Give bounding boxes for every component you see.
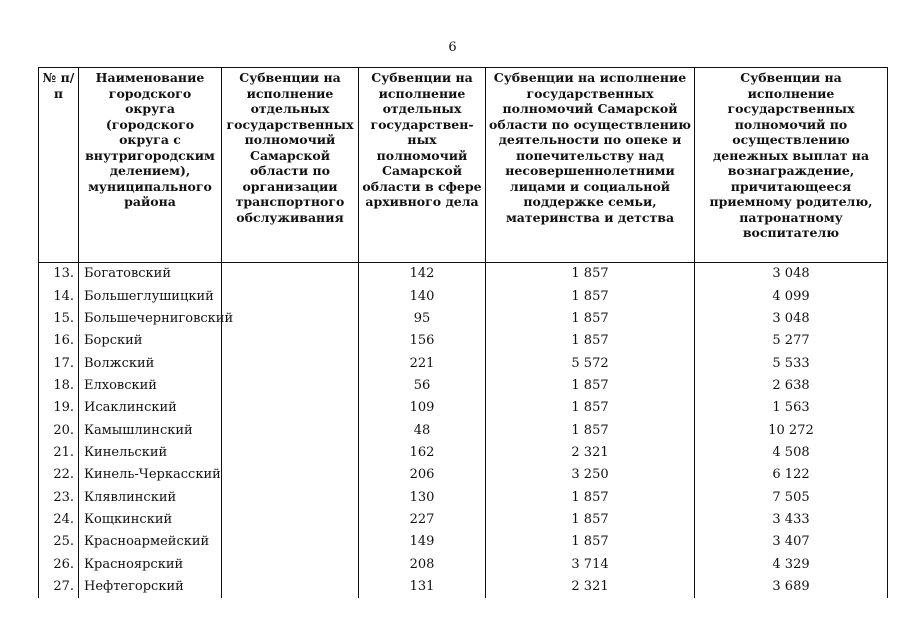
table-row bbox=[39, 308, 888, 330]
table-row bbox=[39, 486, 888, 508]
transport-value bbox=[222, 285, 359, 307]
guardianship-value: 5 572 bbox=[486, 352, 695, 374]
municipality-name: Кинельский bbox=[79, 442, 222, 464]
row-number: 19. bbox=[39, 397, 79, 419]
archive-value: 221 bbox=[359, 352, 486, 374]
transport-value bbox=[222, 509, 359, 531]
guardianship-value: 2 321 bbox=[486, 576, 695, 598]
transport-value bbox=[222, 442, 359, 464]
header-guardianship-subvention: Субвенции на исполнение государственных полномочий Самарской области по осуществлению деятельности по опеке и попечительству над несовершеннолетними лицами и социальной поддержке семьи, материнства и детства bbox=[486, 68, 695, 263]
table-row bbox=[39, 553, 888, 575]
table-row bbox=[39, 509, 888, 531]
guardianship-value: 1 857 bbox=[486, 330, 695, 352]
guardianship-value: 1 857 bbox=[486, 375, 695, 397]
row-number: 13. bbox=[39, 263, 79, 286]
header-number: № п/п bbox=[39, 68, 79, 263]
foster-payments-value: 5 533 bbox=[695, 352, 888, 374]
row-number: 20. bbox=[39, 419, 79, 441]
archive-value: 149 bbox=[359, 531, 486, 553]
foster-payments-value: 3 048 bbox=[695, 308, 888, 330]
archive-value: 56 bbox=[359, 375, 486, 397]
header-municipality-name: Наименование городского округа (городского округа с внутригородским делением), муниципального района bbox=[79, 68, 222, 263]
foster-payments-value: 2 638 bbox=[695, 375, 888, 397]
header-foster-payments-subvention: Субвенции на исполнение государственных полномочий по осуществлению денежных выплат на вознаграждение, причитающееся приемному родителю, патронатному воспитателю bbox=[695, 68, 888, 263]
transport-value bbox=[222, 330, 359, 352]
guardianship-value: 1 857 bbox=[486, 397, 695, 419]
table-row bbox=[39, 576, 888, 598]
row-number: 24. bbox=[39, 509, 79, 531]
transport-value bbox=[222, 553, 359, 575]
archive-value: 48 bbox=[359, 419, 486, 441]
transport-value bbox=[222, 419, 359, 441]
table-body bbox=[39, 263, 888, 599]
row-number: 17. bbox=[39, 352, 79, 374]
foster-payments-value: 4 329 bbox=[695, 553, 888, 575]
guardianship-value: 3 714 bbox=[486, 553, 695, 575]
table-row bbox=[39, 263, 888, 286]
page-number: 6 bbox=[448, 40, 457, 55]
transport-value bbox=[222, 486, 359, 508]
municipality-name: Большеглушицкий bbox=[79, 285, 222, 307]
transport-value bbox=[222, 308, 359, 330]
archive-value: 142 bbox=[359, 263, 486, 286]
municipality-name: Красноармейский bbox=[79, 531, 222, 553]
table-row bbox=[39, 375, 888, 397]
row-number: 15. bbox=[39, 308, 79, 330]
table-row bbox=[39, 330, 888, 352]
foster-payments-value: 3 689 bbox=[695, 576, 888, 598]
guardianship-value: 1 857 bbox=[486, 509, 695, 531]
archive-value: 156 bbox=[359, 330, 486, 352]
foster-payments-value: 5 277 bbox=[695, 330, 888, 352]
table-row bbox=[39, 464, 888, 486]
transport-value bbox=[222, 352, 359, 374]
row-number: 18. bbox=[39, 375, 79, 397]
guardianship-value: 1 857 bbox=[486, 308, 695, 330]
municipality-name: Кощкинский bbox=[79, 509, 222, 531]
municipality-name: Клявлинский bbox=[79, 486, 222, 508]
guardianship-value: 3 250 bbox=[486, 464, 695, 486]
guardianship-value: 1 857 bbox=[486, 486, 695, 508]
archive-value: 227 bbox=[359, 509, 486, 531]
row-number: 27. bbox=[39, 576, 79, 598]
municipality-name: Красноярский bbox=[79, 553, 222, 575]
header-archive-subvention: Субвенции на исполнение отдельных государствен-ных полномочий Самарской области в сфере архивного дела bbox=[359, 68, 486, 263]
row-number: 23. bbox=[39, 486, 79, 508]
foster-payments-value: 6 122 bbox=[695, 464, 888, 486]
archive-value: 109 bbox=[359, 397, 486, 419]
table-row bbox=[39, 397, 888, 419]
table-row bbox=[39, 352, 888, 374]
foster-payments-value: 3 048 bbox=[695, 263, 888, 286]
row-number: 22. bbox=[39, 464, 79, 486]
municipality-name: Богатовский bbox=[79, 263, 222, 286]
archive-value: 130 bbox=[359, 486, 486, 508]
municipality-name: Большечерниговский bbox=[79, 308, 222, 330]
table-row bbox=[39, 419, 888, 441]
transport-value bbox=[222, 397, 359, 419]
guardianship-value: 2 321 bbox=[486, 442, 695, 464]
archive-value: 140 bbox=[359, 285, 486, 307]
archive-value: 131 bbox=[359, 576, 486, 598]
foster-payments-value: 4 508 bbox=[695, 442, 888, 464]
municipality-name: Волжский bbox=[79, 352, 222, 374]
transport-value bbox=[222, 576, 359, 598]
guardianship-value: 1 857 bbox=[486, 531, 695, 553]
foster-payments-value: 3 433 bbox=[695, 509, 888, 531]
transport-value bbox=[222, 263, 359, 286]
table-row bbox=[39, 531, 888, 553]
table-row bbox=[39, 285, 888, 307]
municipality-name: Исаклинский bbox=[79, 397, 222, 419]
municipality-name: Нефтегорский bbox=[79, 576, 222, 598]
table-row bbox=[39, 442, 888, 464]
municipality-name: Борский bbox=[79, 330, 222, 352]
foster-payments-value: 7 505 bbox=[695, 486, 888, 508]
guardianship-value: 1 857 bbox=[486, 263, 695, 286]
guardianship-value: 1 857 bbox=[486, 419, 695, 441]
row-number: 21. bbox=[39, 442, 79, 464]
header-row bbox=[39, 68, 888, 263]
archive-value: 208 bbox=[359, 553, 486, 575]
row-number: 26. bbox=[39, 553, 79, 575]
transport-value bbox=[222, 464, 359, 486]
row-number: 14. bbox=[39, 285, 79, 307]
municipality-name: Елховский bbox=[79, 375, 222, 397]
row-number: 25. bbox=[39, 531, 79, 553]
foster-payments-value: 10 272 bbox=[695, 419, 888, 441]
foster-payments-value: 1 563 bbox=[695, 397, 888, 419]
transport-value bbox=[222, 375, 359, 397]
guardianship-value: 1 857 bbox=[486, 285, 695, 307]
table-header bbox=[39, 68, 888, 263]
transport-value bbox=[222, 531, 359, 553]
foster-payments-value: 3 407 bbox=[695, 531, 888, 553]
municipality-name: Кинель-Черкасский bbox=[79, 464, 222, 486]
archive-value: 206 bbox=[359, 464, 486, 486]
archive-value: 162 bbox=[359, 442, 486, 464]
foster-payments-value: 4 099 bbox=[695, 285, 888, 307]
municipality-name: Камышлинский bbox=[79, 419, 222, 441]
subventions-table bbox=[38, 67, 888, 598]
row-number: 16. bbox=[39, 330, 79, 352]
header-transport-subvention: Субвенции на исполнение отдельных государственных полномочий Самарской области по организации транспортного обслуживания bbox=[222, 68, 359, 263]
archive-value: 95 bbox=[359, 308, 486, 330]
